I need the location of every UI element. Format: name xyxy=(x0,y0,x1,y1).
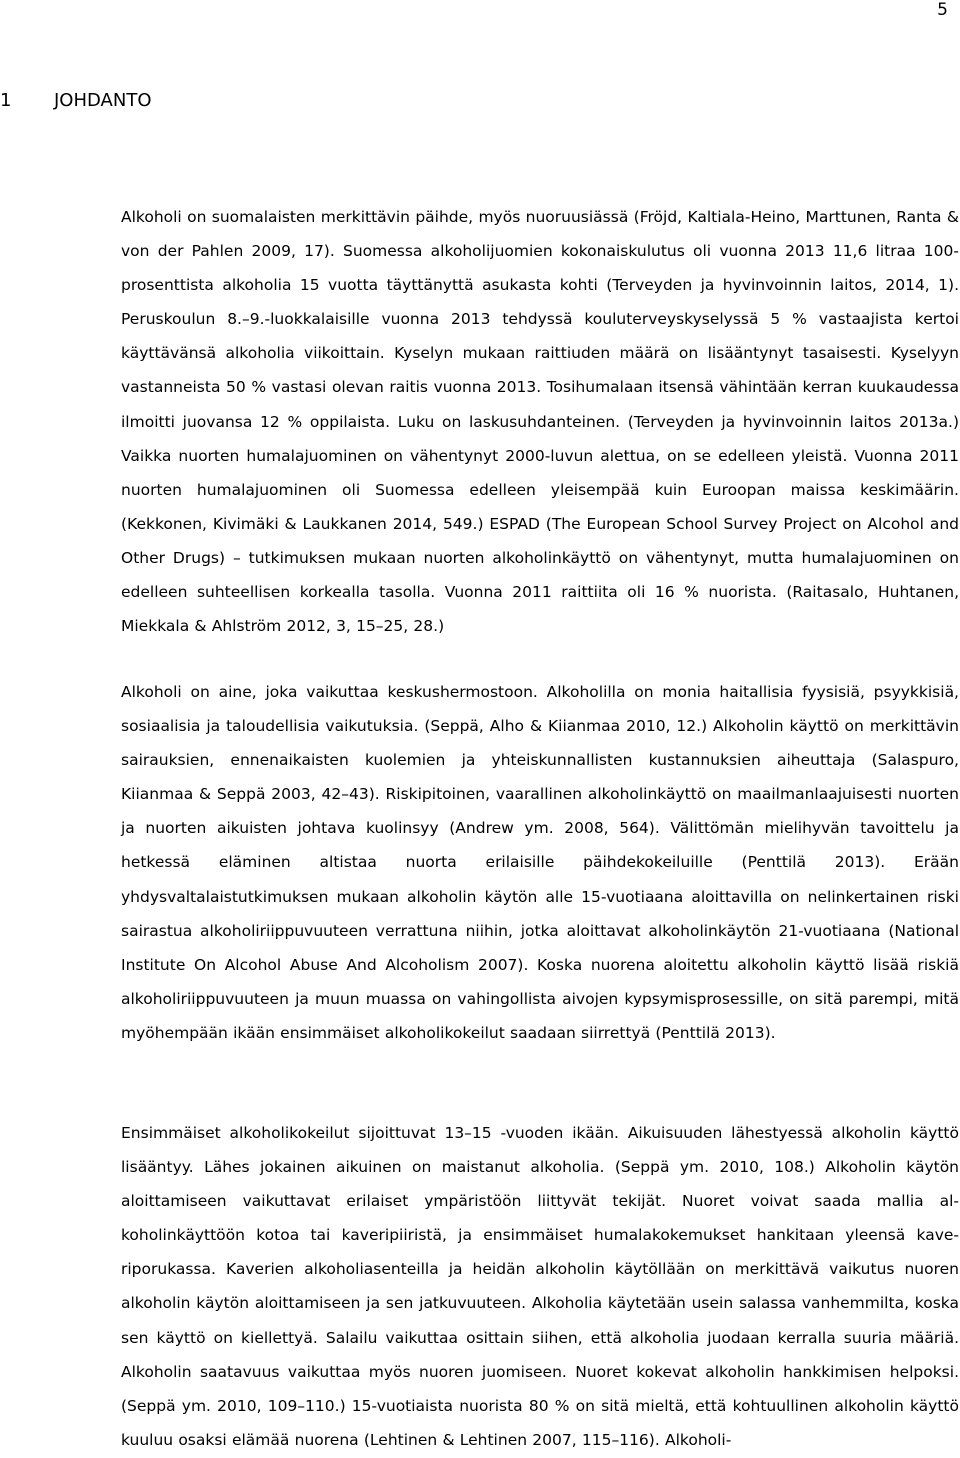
chapter-title: JOHDANTO xyxy=(54,90,152,111)
page-number: 5 xyxy=(937,0,948,20)
paragraph-1: Alkoholi on suomalaisten merkittävin päihde, myös nuoruusiässä (Fröjd, Kaltiala-Heino, Marttunen, Ranta & von der Pahlen 2009, 17). Suomessa alkoholijuomien kokonaiskulutus oli vuonna 2013 11,6 litraa 100-prosenttista alkoholia 15 vuotta täyttänyttä asukasta kohti (Terveyden ja hyvinvoinnin laitos, 2014, 1). Peruskoulun 8.–9.-luokkalaisille vuonna 2013 tehdyssä kouluterveyskyselyssä 5 % vastaajista kertoi käyttävänsä alkoholia viikoittain. Kyselyn mukaan raittiuden määrä on lisääntynyt tasaisesti. Kyselyyn vastanneista 50 % vastasi olevan raitis vuonna 2013. Tosihumalaan itsensä vähintään kerran kuukaudessa ilmoitti juovansa 12 % oppilaista. Luku on laskusuhdanteinen. (Terveyden ja hyvinvoinnin laitos 2013a.) Vaikka nuorten humalajuominen on vähentynyt 2000-luvun alettua, on se edelleen yleistä. Vuonna 2011 nuorten humalajuominen oli Suomessa edelleen yleisempää kuin Euroopan maissa keskimäärin. (Kekkonen, Kivimäki & Laukkanen 2014, 549.) ESPAD (The European School Survey Project on Alcohol and Other Drugs) – tutkimuksen mukaan nuorten alkoholinkäyttö on vähentynyt, mutta humalajuominen on edelleen suhteellisen korkealla tasolla. Vuonna 2011 raittiita oli 16 % nuorista. (Raitasalo, Huhtanen, Miekkala & Ahlström 2012, 3, 15–25, 28.) xyxy=(121,208,959,636)
chapter-heading xyxy=(0,89,152,113)
paragraph-3: Ensimmäiset alkoholikokeilut sijoittuvat 13–15 -vuoden ikään. Aikuisuuden lähestyessä alkoholin käyttö lisääntyy. Lähes jokainen aikuinen on maistanut alkoholia. (Seppä ym. 2010, 108.) Alkoholin käytön aloittamiseen vaikuttavat erilaiset ympäristöön liittyvät tekijät. Nuoret voivat saada mallia alkoholinkäyttöön kotoa tai kaveripiiristä, ja ensimmäiset humalakokemukset hankitaan yleensä kaveriporukassa. Kaverien alkoholiasenteilla ja heidän alkoholin käytöllään on merkittävä vaikutus nuoren alkoholin käytön aloittamiseen ja sen jatkuvuuteen. Alkoholia käytetään usein salassa vanhemmilta, koska sen käyttö on kiellettyä. Salailu vaikuttaa osittain siihen, että alkoholia juodaan kerralla suuria määriä. Alkoholin saatavuus vaikuttaa myös nuoren juomiseen. Nuoret kokevat alkoholin hankkimisen helpoksi. (Seppä ym. 2010, 109–110.) 15-vuotiaista nuorista 80 % on sitä mieltä, että kohtuullinen alkoholin käyttö kuuluu osaksi elämää nuorena (Lehtinen & Lehtinen 2007, 115–116). Alkoholi- xyxy=(121,1124,959,1449)
chapter-number: 1 xyxy=(0,90,12,111)
paragraph-2: Alkoholi on aine, joka vaikuttaa keskushermostoon. Alkoholilla on monia haitallisia fyysisiä, psyykkisiä, sosiaalisia ja taloudellisia vaikutuksia. (Seppä, Alho & Kiianmaa 2010, 12.) Alkoholin käyttö on merkittävin sairauksien, ennenaikaisten kuolemien ja yhteiskunnallisten kustannuksien aiheuttaja (Salaspuro, Kiianmaa & Seppä 2003, 42–43). Riskipitoinen, vaarallinen alkoholinkäyttö on maailmanlaajuisesti nuorten ja nuorten aikuisten johtava kuolinsyy (Andrew ym. 2008, 564). Välittömän mielihyvän tavoittelu ja hetkessä eläminen altistaa nuorta erilaisille päihdekokeiluille (Penttilä 2013). Erään yhdysvaltalaistutkimuksen mukaan alkoholin käytön alle 15-vuotiaana aloittavilla on nelinkertainen riski sairastua alkoholiriippuvuuteen verrattuna niihin, jotka aloittavat alkoholinkäytön 21-vuotiaana (National Institute On Alcohol Abuse And Alcoholism 2007). Koska nuorena aloitettu alkoholin käyttö lisää riskiä alkoholiriippuvuuteen ja muun muassa on vahingollista aivojen kypsymisprosessille, on sitä parempi, mitä myöhempään ikään ensimmäiset alkoholikokeilut saadaan siirrettyä (Penttilä 2013). xyxy=(121,683,959,1042)
